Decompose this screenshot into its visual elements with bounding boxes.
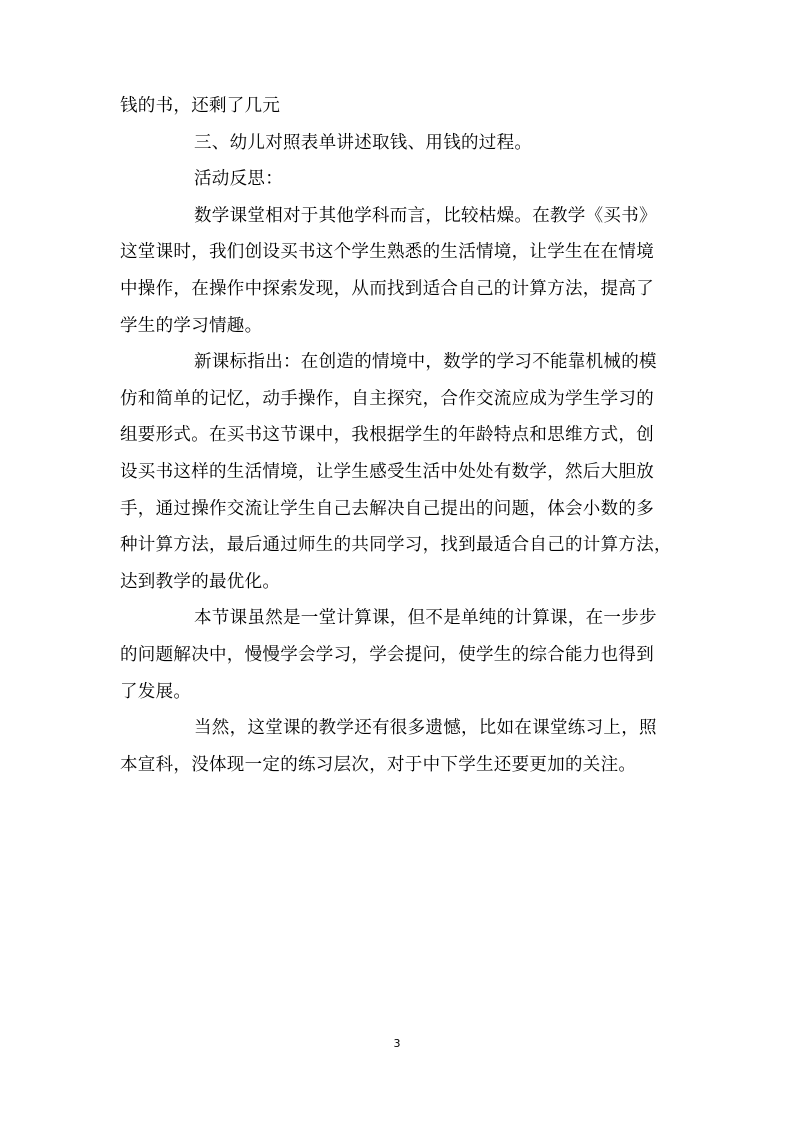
text-line: 新课标指出：在创造的情境中，数学的学习不能靠机械的模 (194, 352, 657, 373)
text-line: 学生的学习情趣。 (120, 315, 263, 336)
text-line: 仿和简单的记忆，动手操作，自主探究，合作交流应成为学生学习的 (120, 388, 654, 409)
text-line: 中操作，在操作中探索发现，从而找到适合自己的计算方法，提高了 (120, 278, 654, 299)
text-line: 种计算方法，最后通过师生的共同学习，找到最适合自己的计算方法， (120, 535, 672, 556)
document-body (120, 88, 680, 783)
text-line: 了发展。 (120, 681, 192, 702)
text-line: 组要形式。在买书这节课中，我根据学生的年龄特点和思维方式，创 (120, 425, 654, 446)
text-line: 手，通过操作交流让学生自己去解决自己提出的问题，体会小数的多 (120, 498, 654, 519)
text-line: 设买书这样的生活情境，让学生感受生活中处处有数学，然后大胆放 (120, 461, 654, 482)
text-line: 当然，这堂课的教学还有很多遗憾，比如在课堂练习上，照 (194, 718, 657, 739)
text-line: 达到教学的最优化。 (120, 571, 281, 592)
text-line: 这堂课时，我们创设买书这个学生熟悉的生活情境，让学生在在情境 (120, 242, 654, 263)
text-line: 的问题解决中，慢慢学会学习，学会提问，使学生的综合能力也得到 (120, 644, 654, 665)
text-line: 活动反思： (194, 169, 283, 190)
text-line: 本宣科，没体现一定的练习层次，对于中下学生还要更加的关注。 (120, 754, 637, 775)
text-line: 数学课堂相对于其他学科而言，比较枯燥。在教学《买书》 (194, 205, 657, 226)
text-line: 本节课虽然是一堂计算课，但不是单纯的计算课，在一步步 (194, 608, 657, 629)
text-line: 钱的书，还剩了几元 (120, 96, 281, 116)
page-number: 3 (393, 1037, 401, 1050)
text-line: 三、幼儿对照表单讲述取钱、用钱的过程。 (194, 132, 533, 153)
